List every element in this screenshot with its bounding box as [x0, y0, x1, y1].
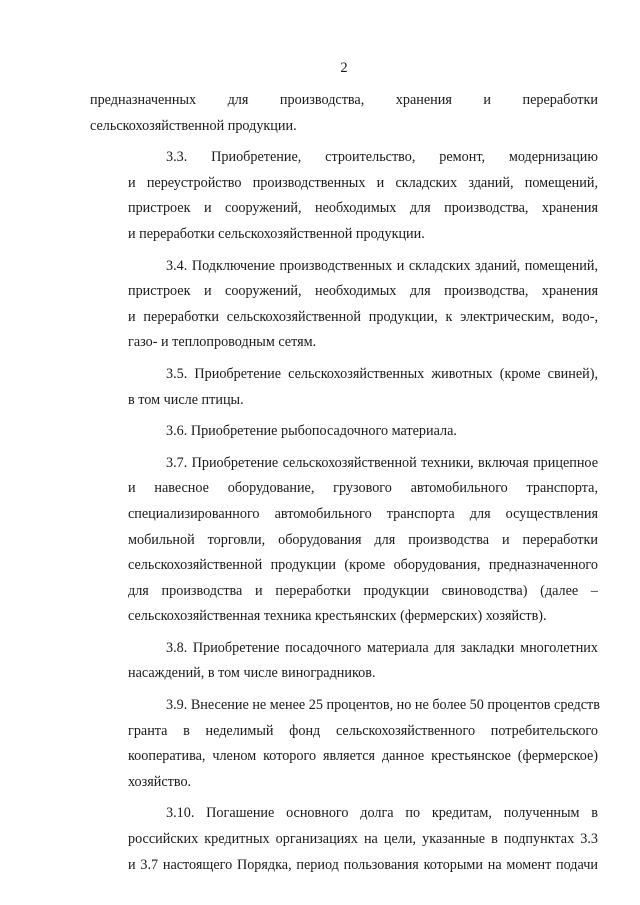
paragraph-3-6 — [90, 419, 598, 445]
paragraph-3-4 — [90, 254, 598, 356]
paragraph-3-8 — [90, 636, 598, 687]
paragraph-3-7 — [90, 451, 598, 630]
text-line: сельскохозяйственная техника крестьянских (фермерских) хозяйств). — [128, 608, 547, 625]
paragraph-3-3 — [90, 145, 598, 247]
text-line: 3.4. Подключение производственных и складских зданий, помещений, — [166, 257, 598, 274]
text-line: кооператива, членом которого является данное крестьянское (фермерское) — [128, 748, 598, 765]
text-line: 3.7. Приобретение сельскохозяйственной техники, включая прицепное — [166, 454, 598, 471]
text-line: гранта в неделимый фонд сельскохозяйственного потребительского — [128, 722, 598, 739]
paragraph-continuation — [90, 88, 598, 139]
text-line: в том числе птицы. — [128, 391, 244, 408]
text-line: и переустройство производственных и складских зданий, помещений, — [128, 174, 598, 191]
page-number: 2 — [340, 60, 348, 76]
text-line: 3.8. Приобретение посадочного материала для закладки многолетних — [166, 639, 598, 656]
document-body — [90, 88, 598, 878]
paragraph-3-5 — [90, 362, 598, 413]
text-line: 3.6. Приобретение рыбопосадочного материала. — [166, 423, 457, 440]
text-line: для производства и переработки продукции свиноводства) (далее – — [128, 582, 598, 599]
text-line: газо- и теплопроводным сетям. — [128, 334, 317, 351]
text-line: и навесное оборудование, грузового автомобильного транспорта, — [128, 480, 598, 497]
text-line: насаждений, в том числе виноградников. — [128, 665, 376, 682]
text-line: 3.5. Приобретение сельскохозяйственных животных (кроме свиней), — [166, 365, 598, 382]
text-line: 3.3. Приобретение, строительство, ремонт, модернизацию — [166, 149, 598, 166]
text-line: пристроек и сооружений, необходимых для производства, хранения — [128, 283, 598, 300]
paragraph-3-10 — [90, 801, 598, 878]
text-line: пристроек и сооружений, необходимых для производства, хранения — [128, 200, 598, 217]
text-line: 3.9. Внесение не менее 25 процентов, но не более 50 процентов средств — [166, 697, 600, 714]
text-line: хозяйство. — [128, 773, 192, 790]
text-line: специализированного автомобильного транспорта для осуществления — [128, 505, 598, 522]
text-line: предназначенных для производства, хранения и переработки — [90, 92, 598, 108]
text-line: сельскохозяйственной продукции (кроме оборудования, предназначенного — [128, 557, 598, 574]
text-line: сельскохозяйственной продукции. — [90, 117, 297, 134]
paragraph-3-9 — [90, 693, 598, 795]
text-line: мобильной торговли, оборудования для производства и переработки — [128, 531, 598, 548]
text-line: 3.10. Погашение основного долга по кредитам, полученным в — [166, 805, 598, 822]
text-line: и переработки сельскохозяйственной продукции, к электрическим, водо-, — [128, 308, 598, 325]
text-line: и 3.7 настоящего Порядка, период пользования которыми на момент подачи — [128, 856, 598, 873]
text-line: и переработки сельскохозяйственной продукции. — [128, 225, 425, 242]
text-line: российских кредитных организациях на цели, указанные в подпунктах 3.3 — [128, 831, 598, 848]
